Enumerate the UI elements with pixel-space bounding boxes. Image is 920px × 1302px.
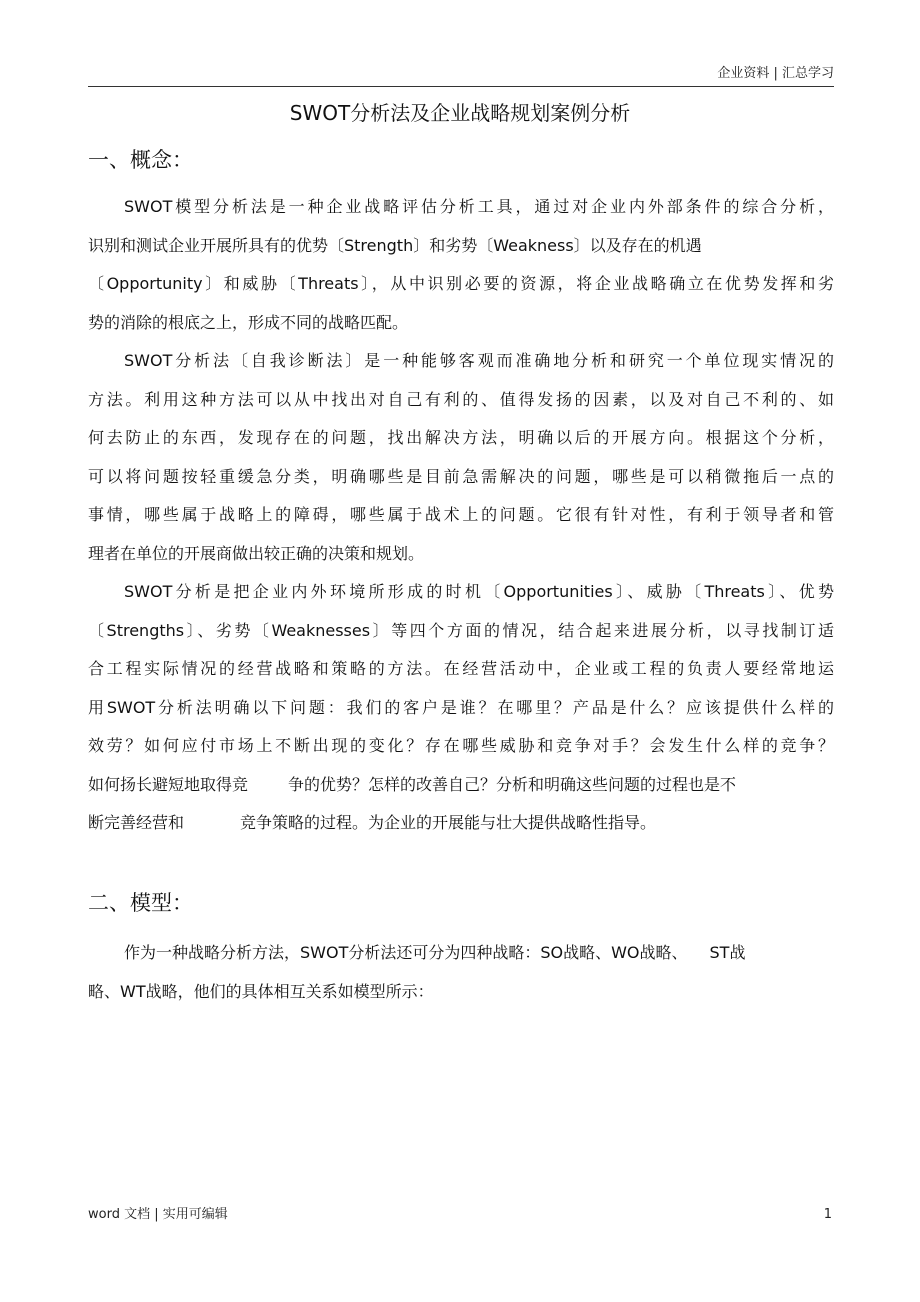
paragraph-line: 〔Opportunity〕和威胁〔Threats〕，从中识别必要的资源，将企业战略确立在优势发挥和劣 (88, 274, 834, 293)
line-segment: 断完善经营和 (88, 813, 185, 832)
paragraph-line: SWOT分析是把企业内外环境所形成的时机〔Opportunities〕、威胁〔Threats〕、优势 (124, 582, 834, 601)
line-segment: 争的优势？怎样的改善自己？分析和明确这些问题的过程也是不 (288, 774, 737, 794)
paragraph-line (88, 804, 834, 843)
paragraph-line: 用SWOT分析法明确以下问题：我们的客户是谁？在哪里？产品是什么？应该提供什么样的 (88, 697, 834, 717)
page-number: 1 (823, 1207, 832, 1222)
section-concept-body (88, 188, 834, 843)
paragraph-line (88, 934, 834, 973)
paragraph-line: 略、WT战略，他们的具体相互关系如模型所示： (88, 981, 434, 1001)
paragraph-line: 事情，哪些属于战略上的障碍，哪些属于战术上的问题。它很有针对性，有利于领导者和管 (88, 505, 834, 524)
paragraph-line: 方法。利用这种方法可以从中找出对自己有利的、值得发扬的因素，以及对自己不利的、如 (88, 389, 834, 409)
line-segment: 如何扬长避短地取得竞 (88, 774, 249, 794)
paragraph-line: 可以将问题按轻重缓急分类，明确哪些是目前急需解决的问题，哪些是可以稍微拖后一点的 (88, 466, 834, 486)
line-segment: 作为一种战略分析方法，SWOT分析法还可分为四种战略：SO战略、WO战略、 (124, 943, 688, 962)
paragraph-line: 合工程实际情况的经营战略和策略的方法。在经营活动中，企业或工程的负责人要经常地运 (88, 659, 834, 678)
paragraph-line (88, 766, 834, 805)
paragraph-line: 理者在单位的开展商做出较正确的决策和规划。 (88, 543, 425, 563)
line-segment: 竞争策略的过程。为企业的开展能与壮大提供战略性指导。 (240, 813, 657, 832)
paragraph-line: 势的消除的根底之上，形成不同的战略匹配。 (88, 312, 409, 332)
line-segment: ST战 (709, 943, 746, 962)
section-heading-concept: 一、概念： (88, 148, 193, 172)
paragraph-line: 效劳？如何应付市场上不断出现的变化？存在哪些威胁和竞争对手？会发生什么样的竞争？ (88, 736, 834, 755)
document-title: SWOT分析法及企业战略规划案例分析 (289, 101, 631, 125)
paragraph-line: SWOT分析法〔自我诊断法〕是一种能够客观而准确地分析和研究一个单位现实情况的 (124, 351, 834, 370)
paragraph-line: 〔Strengths〕、劣势〔Weaknesses〕等四个方面的情况，结合起来进展分析，以寻找制订适 (88, 620, 834, 640)
section-model-body (88, 934, 834, 1011)
paragraph-line: 识别和测试企业开展所具有的优势〔Strength〕和劣势〔Weakness〕以及存在的机遇 (88, 235, 702, 255)
paragraph-line: 何去防止的东西，发现存在的问题，找出解决方法，明确以后的开展方向。根据这个分析， (88, 428, 834, 447)
section-heading-model: 二、模型： (88, 891, 193, 915)
footer-text: word 文档 | 实用可编辑 (88, 1207, 228, 1222)
page-header (88, 66, 834, 87)
header-text: 企业资料 | 汇总学习 (717, 66, 834, 81)
paragraph-line: SWOT模型分析法是一种企业战略评估分析工具，通过对企业内外部条件的综合分析， (124, 197, 834, 216)
